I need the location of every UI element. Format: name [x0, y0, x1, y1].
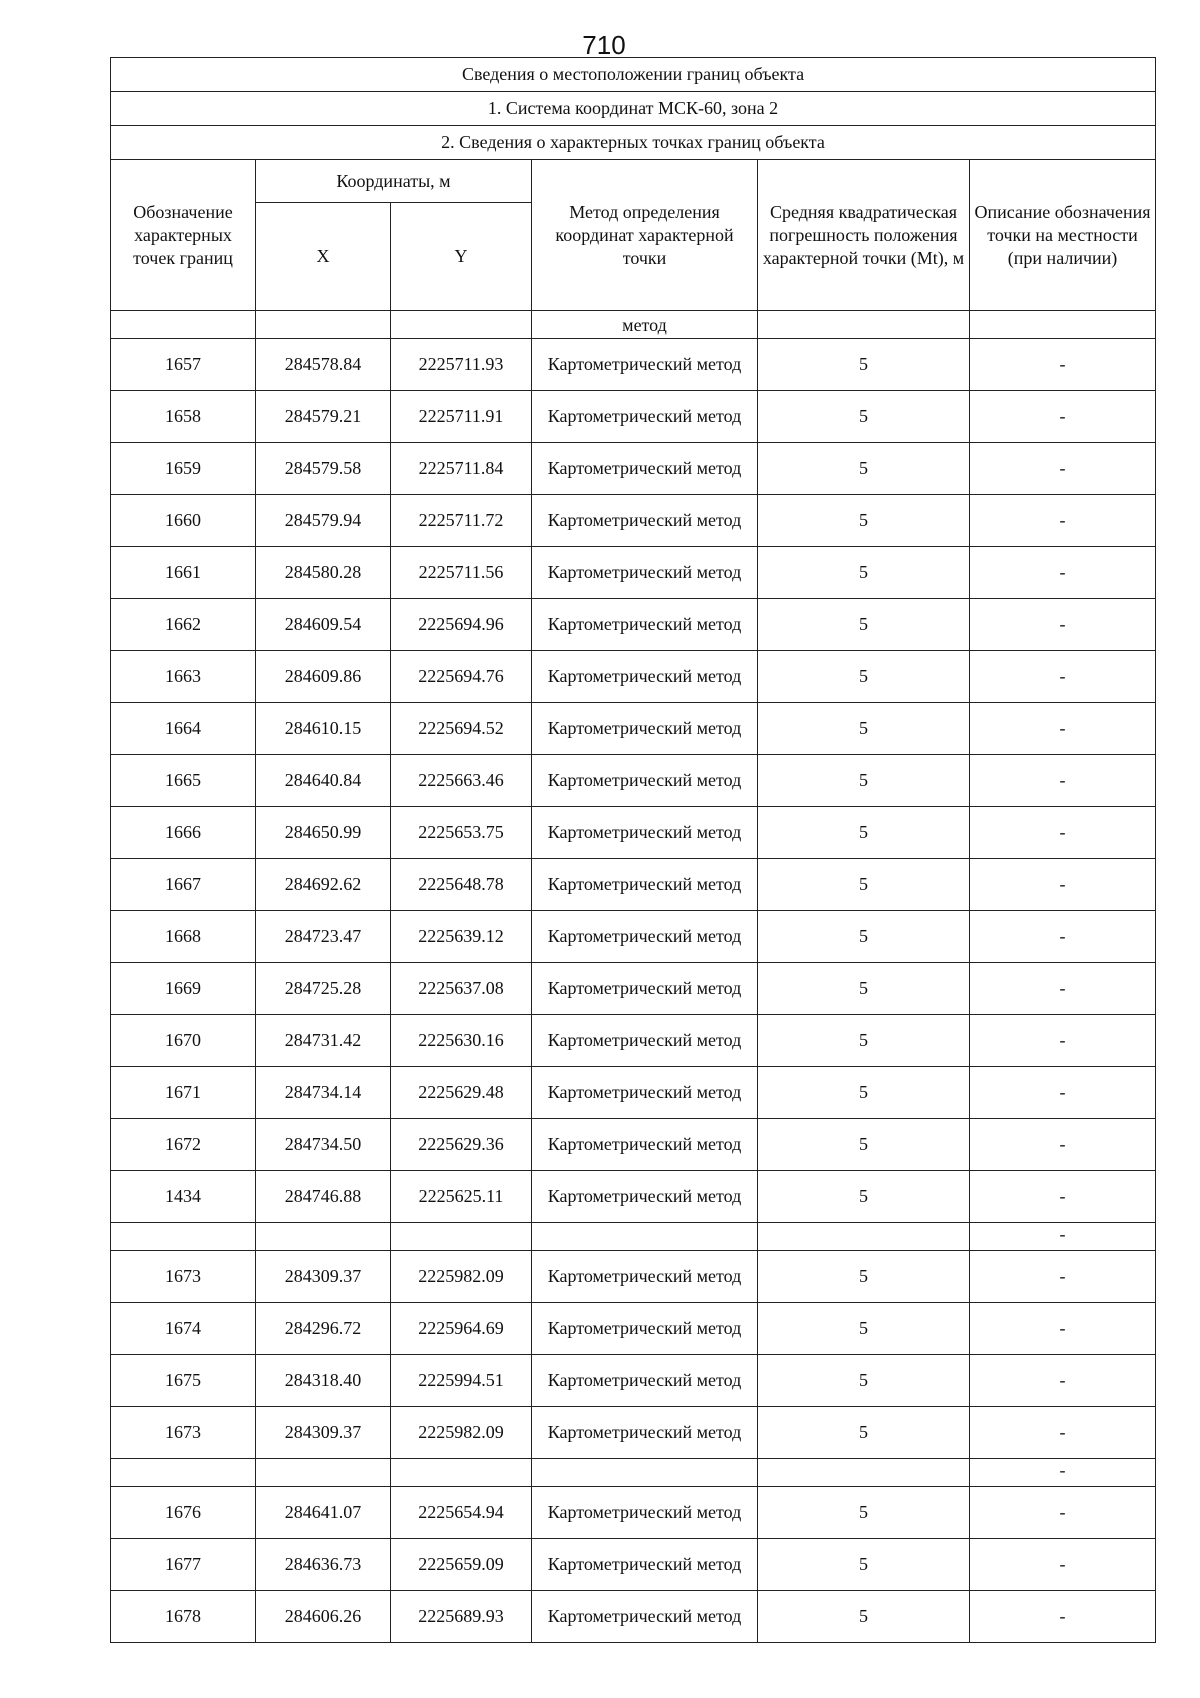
banner-row-points-section [111, 126, 1156, 160]
cell-description: - [970, 547, 1156, 599]
cell-x: 284610.15 [256, 703, 391, 755]
cell-method: Картометрический метод [532, 1407, 758, 1459]
cell-x: 284309.37 [256, 1251, 391, 1303]
cell-description: - [970, 1223, 1156, 1251]
cell-point: 1662 [111, 599, 256, 651]
header-row-top [111, 160, 1156, 203]
cell-x: 284309.37 [256, 1407, 391, 1459]
cell-x [256, 1223, 391, 1251]
cell-y: 2225653.75 [391, 807, 532, 859]
cell-method: Картометрический метод [532, 1539, 758, 1591]
table-row [111, 755, 1156, 807]
cell-method: Картометрический метод [532, 911, 758, 963]
cell-y: 2225711.93 [391, 339, 532, 391]
cell-y: 2225629.36 [391, 1119, 532, 1171]
table-row [111, 1487, 1156, 1539]
cell-error: 5 [758, 1251, 970, 1303]
cell-error: 5 [758, 1171, 970, 1223]
cell-y: 2225654.94 [391, 1487, 532, 1539]
cell-method: Картометрический метод [532, 1303, 758, 1355]
cell-description: - [970, 859, 1156, 911]
cell-method: Картометрический метод [532, 651, 758, 703]
cell-error: 5 [758, 703, 970, 755]
table-row [111, 495, 1156, 547]
cell-method: Картометрический метод [532, 807, 758, 859]
cell-description: - [970, 1355, 1156, 1407]
cell-error [758, 1459, 970, 1487]
points-section-title: 2. Сведения о характерных точках границ объекта [111, 126, 1156, 160]
cell-error: 5 [758, 1407, 970, 1459]
table-row [111, 911, 1156, 963]
cell-error: 5 [758, 1355, 970, 1407]
cell-y: 2225625.11 [391, 1171, 532, 1223]
cell-error: 5 [758, 911, 970, 963]
cell-description: - [970, 1015, 1156, 1067]
cell-y: 2225630.16 [391, 1015, 532, 1067]
cell-description: - [970, 963, 1156, 1015]
cell-y: 2225711.84 [391, 443, 532, 495]
cell-method: Картометрический метод [532, 443, 758, 495]
cell-x: 284606.26 [256, 1591, 391, 1643]
cell-error: 5 [758, 963, 970, 1015]
cell-point: 1668 [111, 911, 256, 963]
cell-description: - [970, 339, 1156, 391]
cell-point: 1663 [111, 651, 256, 703]
cell-error: 5 [758, 1539, 970, 1591]
cell-method: Картометрический метод [532, 859, 758, 911]
cell-description: - [970, 443, 1156, 495]
cell-point: 1673 [111, 1251, 256, 1303]
cell-description: - [970, 1251, 1156, 1303]
table-row [111, 1171, 1156, 1223]
cell-description [970, 311, 1156, 339]
cell-method: Картометрический метод [532, 495, 758, 547]
cell-point: 1677 [111, 1539, 256, 1591]
cell-x: 284734.50 [256, 1119, 391, 1171]
cell-x: 284723.47 [256, 911, 391, 963]
cell-description: - [970, 703, 1156, 755]
cell-description: - [970, 495, 1156, 547]
boundary-points-table [110, 57, 1156, 1643]
cell-error: 5 [758, 651, 970, 703]
cell-y [391, 1459, 532, 1487]
cell-method: Картометрический метод [532, 547, 758, 599]
cell-x: 284734.14 [256, 1067, 391, 1119]
cell-y: 2225982.09 [391, 1251, 532, 1303]
banner-row-title [111, 58, 1156, 92]
cell-description: - [970, 1407, 1156, 1459]
table-body [111, 311, 1156, 1643]
cell-x: 284725.28 [256, 963, 391, 1015]
cell-error: 5 [758, 339, 970, 391]
cell-point: 1674 [111, 1303, 256, 1355]
cell-point: 1670 [111, 1015, 256, 1067]
cell-method: Картометрический метод [532, 1251, 758, 1303]
table-row [111, 547, 1156, 599]
cell-point: 1661 [111, 547, 256, 599]
header-x: X [256, 203, 391, 311]
cell-y: 2225694.76 [391, 651, 532, 703]
cell-x [256, 311, 391, 339]
cell-error: 5 [758, 599, 970, 651]
cell-point: 1672 [111, 1119, 256, 1171]
cell-x: 284318.40 [256, 1355, 391, 1407]
header-coordinates: Координаты, м [256, 160, 532, 203]
cell-point: 1658 [111, 391, 256, 443]
cell-y: 2225994.51 [391, 1355, 532, 1407]
cell-x: 284579.94 [256, 495, 391, 547]
cell-method: Картометрический метод [532, 391, 758, 443]
table-row [111, 703, 1156, 755]
separator-row [111, 1223, 1156, 1251]
coordinate-system: 1. Система координат МСК-60, зона 2 [111, 92, 1156, 126]
table-row [111, 1407, 1156, 1459]
cell-point: 1659 [111, 443, 256, 495]
cell-x: 284579.21 [256, 391, 391, 443]
continuation-row [111, 311, 1156, 339]
cell-y: 2225659.09 [391, 1539, 532, 1591]
cell-error: 5 [758, 859, 970, 911]
cell-description: - [970, 1591, 1156, 1643]
table-row [111, 651, 1156, 703]
cell-y: 2225637.08 [391, 963, 532, 1015]
cell-error: 5 [758, 1015, 970, 1067]
cell-description: - [970, 599, 1156, 651]
cell-point: 1666 [111, 807, 256, 859]
cell-point: 1667 [111, 859, 256, 911]
cell-y [391, 311, 532, 339]
cell-method: Картометрический метод [532, 1015, 758, 1067]
cell-description: - [970, 1171, 1156, 1223]
cell-error: 5 [758, 495, 970, 547]
cell-x: 284692.62 [256, 859, 391, 911]
cell-error: 5 [758, 547, 970, 599]
cell-x: 284296.72 [256, 1303, 391, 1355]
cell-description: - [970, 1119, 1156, 1171]
cell-error: 5 [758, 1303, 970, 1355]
header-description: Описание обозначения точки на местности (при наличии) [970, 160, 1156, 311]
cell-description: - [970, 1067, 1156, 1119]
table-row [111, 339, 1156, 391]
cell-x: 284746.88 [256, 1171, 391, 1223]
cell-description: - [970, 1539, 1156, 1591]
table-row [111, 1591, 1156, 1643]
cell-x: 284640.84 [256, 755, 391, 807]
cell-x: 284650.99 [256, 807, 391, 859]
cell-point: 1664 [111, 703, 256, 755]
table-row [111, 1539, 1156, 1591]
cell-method: Картометрический метод [532, 1591, 758, 1643]
cell-y: 2225982.09 [391, 1407, 532, 1459]
cell-error: 5 [758, 807, 970, 859]
cell-x: 284579.58 [256, 443, 391, 495]
cell-y: 2225964.69 [391, 1303, 532, 1355]
table-row [111, 443, 1156, 495]
table-row [111, 1067, 1156, 1119]
cell-x: 284731.42 [256, 1015, 391, 1067]
cell-method: Картометрический метод [532, 755, 758, 807]
cell-method: Картометрический метод [532, 1355, 758, 1407]
cell-x: 284641.07 [256, 1487, 391, 1539]
cell-point [111, 1223, 256, 1251]
cell-x: 284578.84 [256, 339, 391, 391]
cell-description: - [970, 651, 1156, 703]
document-title: Сведения о местоположении границ объекта [111, 58, 1156, 92]
cell-method: Картометрический метод [532, 1171, 758, 1223]
header-error: Средняя квадратическая погрешность положения характерной точки (Mt), м [758, 160, 970, 311]
cell-error: 5 [758, 1487, 970, 1539]
cell-method: Картометрический метод [532, 1119, 758, 1171]
cell-y: 2225694.52 [391, 703, 532, 755]
table-row [111, 859, 1156, 911]
table-row [111, 807, 1156, 859]
cell-point: 1678 [111, 1591, 256, 1643]
banner-row-coordinate-system [111, 92, 1156, 126]
cell-y: 2225639.12 [391, 911, 532, 963]
cell-error [758, 311, 970, 339]
table-row [111, 391, 1156, 443]
header-designation: Обозначение характерных точек границ [111, 160, 256, 311]
cell-point: 1671 [111, 1067, 256, 1119]
cell-y: 2225711.72 [391, 495, 532, 547]
cell-y [391, 1223, 532, 1251]
cell-y: 2225689.93 [391, 1591, 532, 1643]
cell-point: 1665 [111, 755, 256, 807]
cell-y: 2225629.48 [391, 1067, 532, 1119]
cell-error: 5 [758, 1067, 970, 1119]
page-number: 710 [582, 30, 626, 60]
cell-point: 1660 [111, 495, 256, 547]
cell-x [256, 1459, 391, 1487]
cell-point [111, 311, 256, 339]
cell-x: 284609.54 [256, 599, 391, 651]
cell-description: - [970, 391, 1156, 443]
cell-method: Картометрический метод [532, 963, 758, 1015]
cell-error: 5 [758, 755, 970, 807]
cell-error [758, 1223, 970, 1251]
cell-x: 284580.28 [256, 547, 391, 599]
cell-y: 2225648.78 [391, 859, 532, 911]
table-row [111, 1303, 1156, 1355]
table-row [111, 1355, 1156, 1407]
cell-point: 1673 [111, 1407, 256, 1459]
cell-description: - [970, 1459, 1156, 1487]
cell-method: Картометрический метод [532, 1067, 758, 1119]
header-method: Метод определения координат характерной точки [532, 160, 758, 311]
cell-description: - [970, 807, 1156, 859]
cell-method [532, 1459, 758, 1487]
cell-y: 2225694.96 [391, 599, 532, 651]
cell-y: 2225663.46 [391, 755, 532, 807]
cell-point: 1676 [111, 1487, 256, 1539]
table-row [111, 1251, 1156, 1303]
cell-point: 1657 [111, 339, 256, 391]
table-row [111, 1119, 1156, 1171]
cell-description: - [970, 911, 1156, 963]
table-row [111, 1015, 1156, 1067]
cell-point [111, 1459, 256, 1487]
cell-point: 1675 [111, 1355, 256, 1407]
cell-method [532, 1223, 758, 1251]
cell-point: 1434 [111, 1171, 256, 1223]
cell-description: - [970, 755, 1156, 807]
cell-method: Картометрический метод [532, 1487, 758, 1539]
cell-x: 284636.73 [256, 1539, 391, 1591]
cell-method: Картометрический метод [532, 599, 758, 651]
cell-x: 284609.86 [256, 651, 391, 703]
cell-y: 2225711.56 [391, 547, 532, 599]
separator-row [111, 1459, 1156, 1487]
cell-method: Картометрический метод [532, 339, 758, 391]
cell-description: - [970, 1487, 1156, 1539]
header-y: Y [391, 203, 532, 311]
cell-y: 2225711.91 [391, 391, 532, 443]
cell-error: 5 [758, 391, 970, 443]
table-row [111, 599, 1156, 651]
cell-point: 1669 [111, 963, 256, 1015]
cell-method: метод [532, 311, 758, 339]
cell-error: 5 [758, 1591, 970, 1643]
cell-error: 5 [758, 1119, 970, 1171]
cell-description: - [970, 1303, 1156, 1355]
cell-method: Картометрический метод [532, 703, 758, 755]
table-row [111, 963, 1156, 1015]
cell-error: 5 [758, 443, 970, 495]
